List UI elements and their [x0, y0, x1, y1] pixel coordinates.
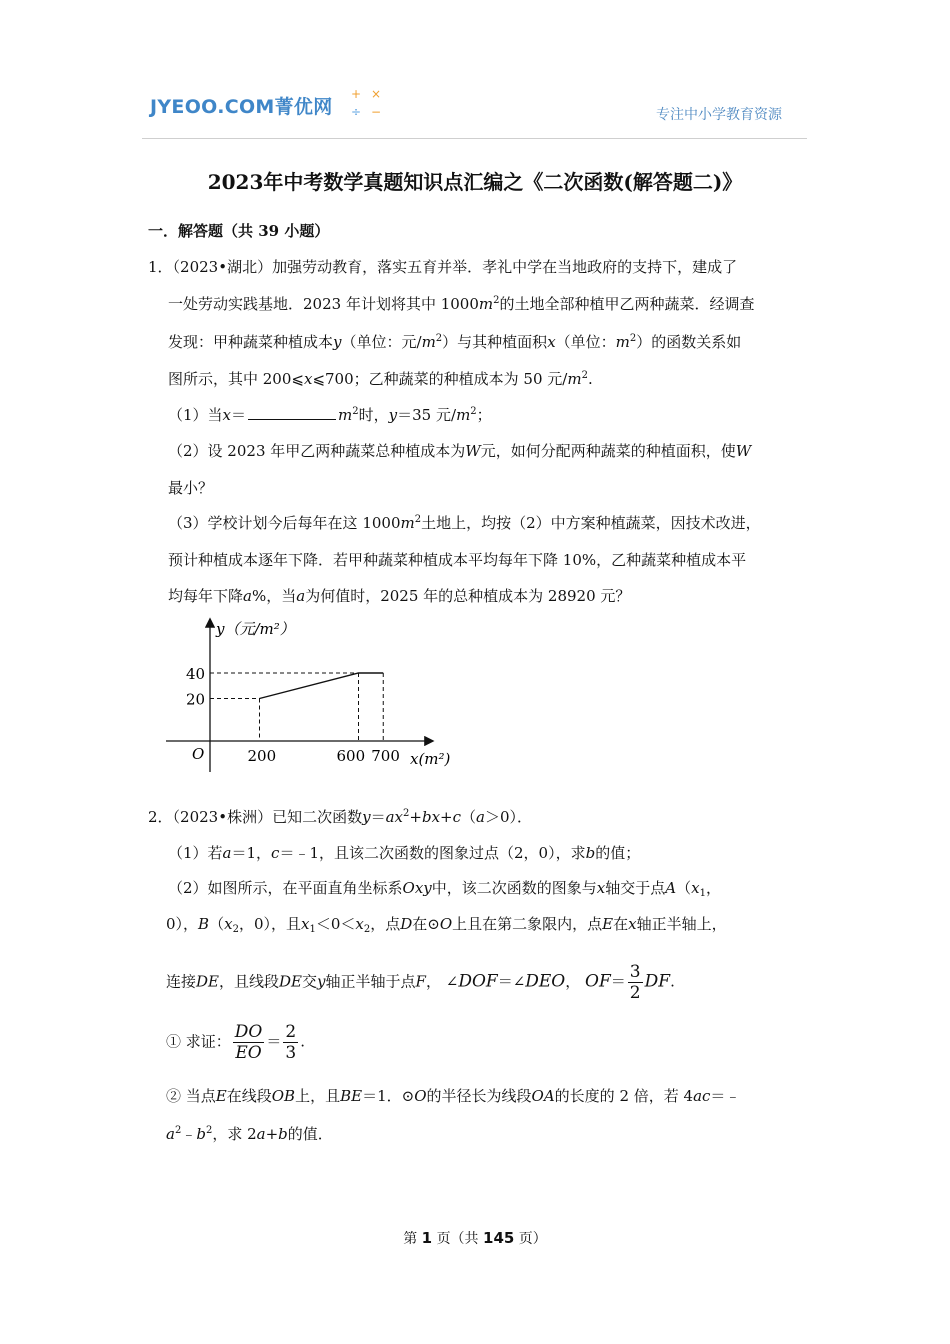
y-tick-label-20: 20 [186, 690, 206, 709]
y-axis-label: y（元/m²） [216, 620, 295, 638]
q2-line-1: 2．（2023•株洲）已知二次函数$y=ax^2+bx+c(a>0)$． [148, 808, 533, 826]
x-tick-label-600: 600 [336, 747, 366, 765]
page-title: 2023年中考数学真题知识点汇编之《二次函数(解答题二)》 [207, 170, 743, 194]
fraction-do-over-eo: $\frac{DO}{EO}$ [234, 1022, 263, 1063]
q1-part-2-cont: 最小？ [168, 479, 214, 497]
page-footer: 第 1 页（共 145 页） [403, 1229, 547, 1247]
cost-series-line [260, 673, 384, 699]
y-tick-label-40: 40 [186, 665, 206, 683]
q1-part-3: （3）学校计划今后每年在这 $1000m^2$土地上，均按（2）中方案种植蔬菜，因技术改进， [168, 514, 761, 532]
q2-sub-1: ① 求证： $\frac{DO}{EO}$ ＝ $\frac{2}{3}$ . [166, 1022, 305, 1063]
q1-line-3: 发现：甲种蔬菜种植成本y（单位：元$/m^2$）与其种植面积x（单位：$m^2$）的函数关系如 [168, 333, 742, 351]
x-axis-label: x(m²) [410, 750, 451, 768]
answer-blank[interactable] [248, 407, 336, 420]
origin-label: O [192, 745, 205, 763]
q2-part-2: （2）如图所示，在平面直角坐标系Oxy中，该二次函数的图象与x轴交于点$A(x_1$， [168, 879, 721, 899]
x-tick-label-200: 200 [247, 747, 277, 765]
q1-part-3-cont: 预计种植成本逐年下降．若甲种蔬菜种植成本平均每年下降 10%，乙种蔬菜种植成本平 [168, 551, 747, 569]
section-heading: 一．解答题（共 39 小题） [148, 222, 330, 240]
header-divider [142, 138, 807, 139]
q1-part-2: （2）设 2023 年甲乙两种蔬菜总种植成本为W元，如何分配两种蔬菜的种植面积，使W [168, 442, 752, 460]
q2-sub-2: ② 当点E在线段OB上，且BE＝1．⊙O的半径长为线段OA的长度的 2 倍，若 4ac＝﹣ [166, 1087, 741, 1105]
q1-line-4: 图所示，其中 200⩽x⩽700；乙种蔬菜的种植成本为 50 元$/m^2$. [168, 370, 593, 388]
x-tick-label-700: 700 [371, 747, 400, 765]
header-slogan: 专注中小学教育资源 [656, 107, 782, 123]
q2-part-2-cont: 0），$B(x_2$，0），且$x_1<0<x_2$，点D在⊙O上且在第二象限内，点E在x轴正半轴上， [166, 915, 727, 935]
q2-part-1: （1）若a＝1，c＝﹣1，且该二次函数的图象过点（2，0），求b的值； [168, 844, 641, 862]
q2-part-2-cont2: 连接DE，且线段DE交y轴正半轴于点F， ∠DOF＝∠DEO， OF＝ $\frac{3}{2}$ DF. [166, 962, 675, 1003]
cost-area-chart [160, 612, 470, 782]
q2-sub-2-cont: $a^2﹣b^2$，求 2a+b的值． [166, 1125, 333, 1143]
q1-part-1: （1）当$x= m^2$时，y＝35 元$/m^2$； [168, 406, 492, 424]
q1-line-2: 一处劳动实践基地．2023 年计划将其中 $1000m^2$的土地全部种植甲乙两种蔬菜．经调查 [168, 295, 755, 313]
jyeoo-logo[interactable]: JYEOO.COM菁优网 [150, 96, 333, 118]
fraction-2-over-3: $\frac{2}{3}$ [285, 1022, 297, 1063]
q1-part-3-cont2: 均每年下降a%，当a为何值时，2025 年的总种植成本为 28920 元？ [168, 587, 631, 605]
q1-line-1: 1．（2023•湖北）加强劳动教育，落实五育并举．孝礼中学在当地政府的支持下，建成了 [148, 258, 738, 276]
fraction-3-over-2: $\frac{3}{2}$ [629, 962, 641, 1003]
logo-math-symbols-icon: + × ÷ − [351, 87, 382, 119]
